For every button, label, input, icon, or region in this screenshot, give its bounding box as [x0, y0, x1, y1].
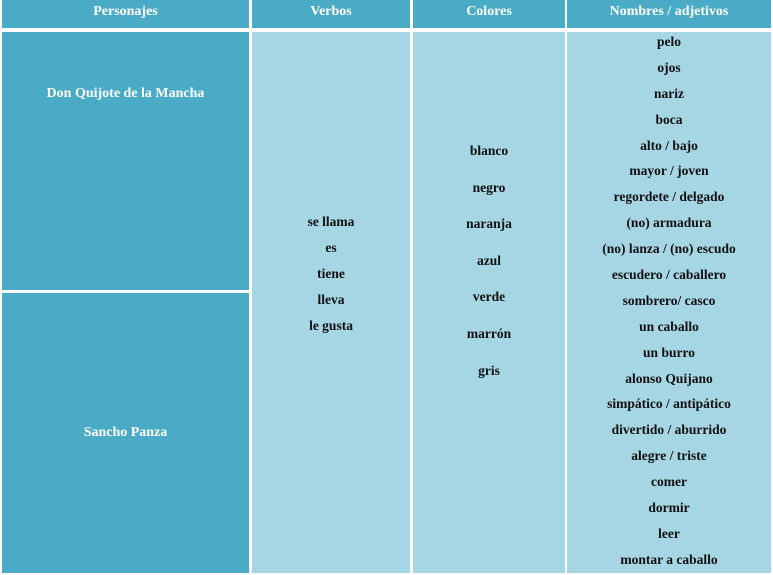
character-don-quijote [2, 32, 249, 290]
nombre-item: regordete / delgado [613, 189, 725, 205]
nombre-item: (no) armadura [626, 215, 712, 231]
header-nombres: Nombres / adjetivos [567, 0, 771, 28]
color-item: blanco [469, 143, 509, 158]
color-item: marrón [466, 325, 512, 341]
nombre-item: montar a caballo [620, 551, 718, 567]
nombre-item: alto / bajo [640, 137, 698, 153]
color-item: verde [472, 289, 506, 305]
nombres-column [567, 32, 771, 573]
character-sancho-panza [2, 293, 249, 573]
verbo-item: tiene [317, 266, 345, 281]
nombre-item: alegre / triste [631, 448, 707, 464]
nombre-item: escudero / caballero [611, 267, 727, 283]
nombre-item: leer [658, 525, 680, 541]
nombre-item: sombrero/ casco [622, 292, 716, 308]
nombre-item: comer [651, 474, 687, 490]
nombre-item: un burro [643, 344, 695, 360]
nombre-item: divertido / aburrido [611, 422, 727, 438]
verbo-item: se llama [307, 214, 355, 229]
verbos-column [252, 32, 410, 573]
verbo-item: le gusta [309, 318, 353, 333]
colores-column [413, 32, 565, 573]
color-item: naranja [466, 216, 512, 232]
nombre-item: boca [655, 111, 683, 127]
character-name: Don Quijote de la Mancha [46, 86, 205, 101]
nombre-item: nariz [654, 85, 684, 101]
color-item: azul [476, 252, 501, 268]
color-item: gris [478, 362, 500, 378]
header-colores: Colores [413, 0, 565, 28]
nombre-item: mayor / joven [629, 163, 709, 179]
nombre-item: alonso Quijano [625, 370, 713, 386]
nombre-item: dormir [648, 500, 690, 516]
header-personajes: Personajes [2, 0, 249, 28]
color-item: negro [472, 179, 506, 195]
header-verbos: Verbos [252, 0, 410, 28]
nombre-item: un caballo [639, 318, 699, 334]
verbo-item: lleva [317, 292, 345, 307]
verbo-item: es [325, 240, 337, 255]
nombre-item: simpático / antipático [607, 396, 731, 412]
nombre-item: (no) lanza / (no) escudo [602, 241, 736, 257]
nombre-item: ojos [657, 59, 681, 75]
character-name: Sancho Panza [83, 425, 168, 440]
nombre-item: pelo [656, 34, 681, 49]
